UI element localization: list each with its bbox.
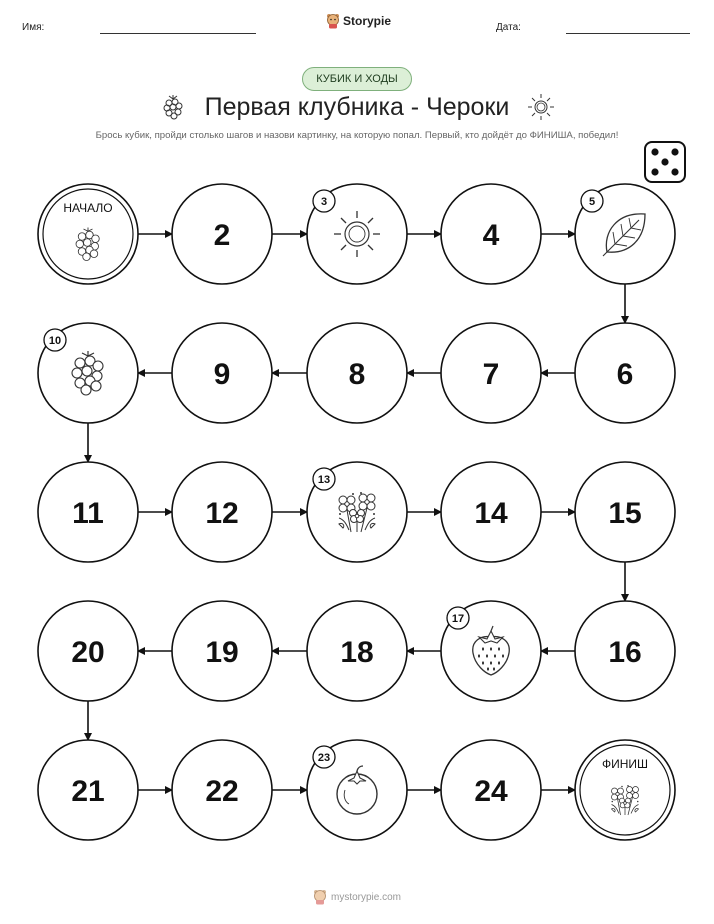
space-11[interactable] bbox=[38, 462, 138, 562]
space-number: 4 bbox=[482, 219, 500, 252]
space-number: 15 bbox=[608, 497, 642, 530]
space-25[interactable] bbox=[575, 740, 675, 840]
space-number: 6 bbox=[616, 358, 634, 391]
start-label: НАЧАЛО bbox=[63, 201, 113, 215]
space-number: 19 bbox=[205, 636, 239, 669]
space-20[interactable] bbox=[38, 601, 138, 701]
space-number: 21 bbox=[71, 775, 105, 808]
space-22[interactable] bbox=[172, 740, 272, 840]
space-2[interactable] bbox=[172, 184, 272, 284]
space-3[interactable] bbox=[307, 184, 407, 284]
space-number-badge bbox=[447, 607, 469, 629]
space-number-badge bbox=[313, 190, 335, 212]
space-number: 9 bbox=[213, 358, 231, 391]
space-number-badge bbox=[313, 468, 335, 490]
space-number: 2 bbox=[213, 219, 231, 252]
space-number: 12 bbox=[205, 497, 239, 530]
space-number: 20 bbox=[71, 636, 105, 669]
space-8[interactable] bbox=[307, 323, 407, 423]
date-label: Дата: bbox=[496, 22, 521, 33]
space-number: 10 bbox=[48, 335, 62, 347]
space-17[interactable] bbox=[441, 601, 541, 701]
footer bbox=[0, 889, 714, 905]
space-15[interactable] bbox=[575, 462, 675, 562]
space-number: 11 bbox=[72, 497, 104, 530]
space-13[interactable] bbox=[307, 462, 407, 562]
space-number: 17 bbox=[451, 613, 465, 625]
space-21[interactable] bbox=[38, 740, 138, 840]
category-badge: КУБИК И ХОДЫ bbox=[302, 67, 412, 91]
space-number-badge bbox=[44, 329, 66, 351]
space-number: 5 bbox=[588, 196, 596, 208]
page-title: Первая клубника - Чероки bbox=[204, 93, 510, 121]
finish-label: ФИНИШ bbox=[601, 757, 649, 771]
space-9[interactable] bbox=[172, 323, 272, 423]
space-12[interactable] bbox=[172, 462, 272, 562]
space-5[interactable] bbox=[575, 184, 675, 284]
instructions: Брось кубик, пройди столько шагов и назови картинку, на которую попал. Первый, кто дойдёт до ФИНИША, победил! bbox=[95, 130, 619, 141]
space-number: 23 bbox=[317, 752, 331, 764]
space-number: 3 bbox=[320, 196, 328, 208]
space-6[interactable] bbox=[575, 323, 675, 423]
brand-name: Storypie bbox=[343, 14, 392, 28]
space-4[interactable] bbox=[441, 184, 541, 284]
space-number: 22 bbox=[205, 775, 239, 808]
space-7[interactable] bbox=[441, 323, 541, 423]
space-number: 13 bbox=[317, 474, 331, 486]
space-14[interactable] bbox=[441, 462, 541, 562]
footer-mascot-icon bbox=[313, 889, 327, 905]
space-number: 14 bbox=[474, 497, 508, 530]
space-19[interactable] bbox=[172, 601, 272, 701]
space-1[interactable] bbox=[38, 184, 138, 284]
space-number-badge bbox=[581, 190, 603, 212]
space-number: 24 bbox=[474, 775, 508, 808]
space-number-badge bbox=[313, 746, 335, 768]
space-23[interactable] bbox=[307, 740, 407, 840]
space-18[interactable] bbox=[307, 601, 407, 701]
name-label: Имя: bbox=[22, 22, 45, 33]
footer-url[interactable]: mystorypie.com bbox=[330, 891, 401, 903]
space-10[interactable] bbox=[38, 323, 138, 423]
space-number: 8 bbox=[348, 358, 366, 391]
space-number: 16 bbox=[608, 636, 642, 669]
space-24[interactable] bbox=[441, 740, 541, 840]
space-16[interactable] bbox=[575, 601, 675, 701]
space-number: 18 bbox=[340, 636, 374, 669]
space-number: 7 bbox=[482, 358, 500, 391]
